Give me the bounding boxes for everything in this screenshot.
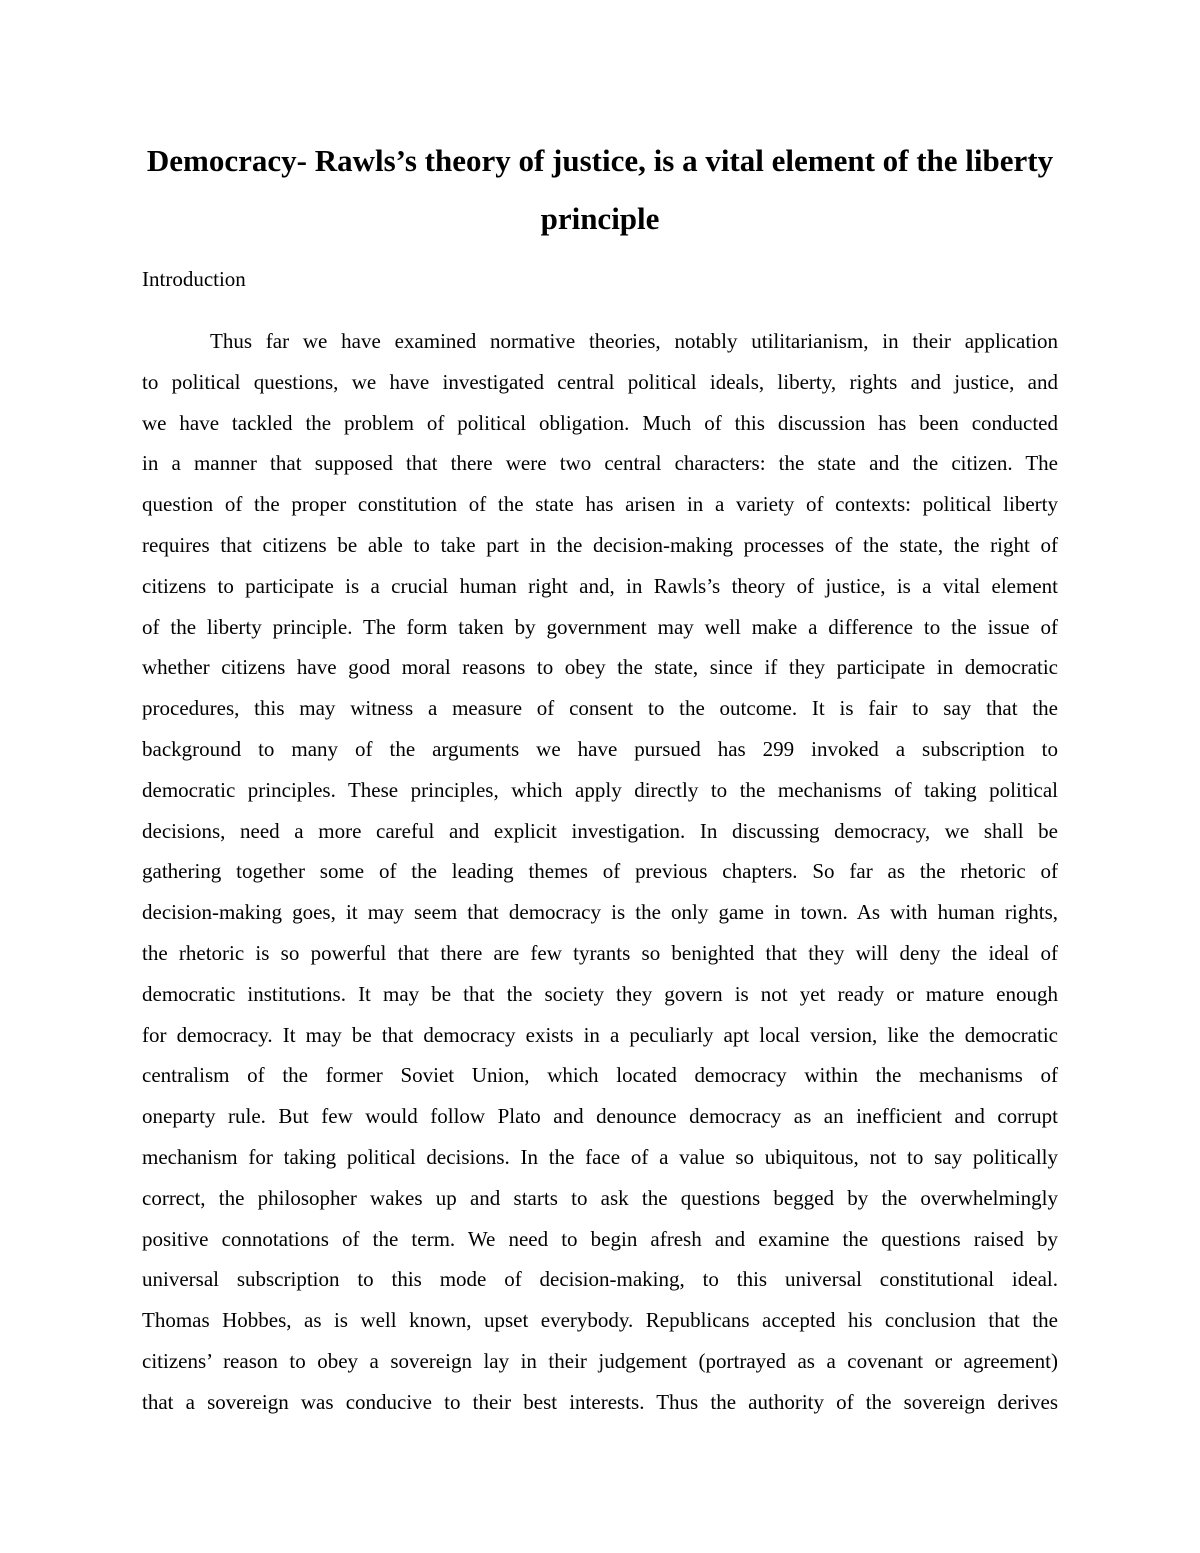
paragraph-line: mechanism for taking political decisions. In the face of a value so ubiquitous, not to say politically (142, 1144, 1058, 1169)
paragraph-line: correct, the philosopher wakes up and starts to ask the questions begged by the overwhelmingly (142, 1185, 1058, 1210)
title-line-1: Democracy- Rawls’s theory of justice, is a vital element of the liberty (146, 143, 1054, 178)
body-paragraph (142, 321, 1058, 1423)
paragraph-line: we have tackled the problem of political obligation. Much of this discussion has been conducted (142, 410, 1058, 435)
paragraph-line: whether citizens have good moral reasons to obey the state, since if they participate in democratic (142, 655, 1058, 680)
paragraph-line: procedures, this may witness a measure of consent to the outcome. It is fair to say that the (142, 696, 1058, 721)
paragraph-line: for democracy. It may be that democracy exists in a peculiarly apt local version, like the democratic (142, 1022, 1058, 1047)
paragraph-line: oneparty rule. But few would follow Plato and denounce democracy as an inefficient and corrupt (142, 1104, 1058, 1129)
paragraph-line: in a manner that supposed that there were two central characters: the state and the citizen. The (142, 451, 1058, 476)
section-heading: Introduction (142, 267, 246, 291)
paragraph-line: centralism of the former Soviet Union, which located democracy within the mechanisms of (142, 1063, 1058, 1088)
paragraph-line: citizens’ reason to obey a sovereign lay in their judgement (portrayed as a covenant or agreement) (142, 1348, 1058, 1373)
paragraph-line: background to many of the arguments we have pursued has 299 invoked a subscription to (142, 736, 1058, 761)
paragraph-line: citizens to participate is a crucial human right and, in Rawls’s theory of justice, is a vital element (142, 573, 1058, 598)
paragraph-line: to political questions, we have investigated central political ideals, liberty, rights and justice, and (142, 369, 1058, 394)
paragraph-line: positive connotations of the term. We need to begin afresh and examine the questions raised by (142, 1226, 1058, 1251)
paragraph-line: Thus far we have examined normative theories, notably utilitarianism, in their application (210, 329, 1058, 353)
paragraph-line: democratic institutions. It may be that the society they govern is not yet ready or mature enough (142, 981, 1058, 1006)
paragraph-line: universal subscription to this mode of decision-making, to this universal constitutional ideal. (142, 1267, 1058, 1292)
paragraph-line: question of the proper constitution of the state has arisen in a variety of contexts: political liberty (142, 492, 1058, 517)
paragraph-line: requires that citizens be able to take part in the decision-making processes of the state, the right of (142, 532, 1058, 557)
title-line-2: principle (540, 201, 660, 236)
paragraph-line: of the liberty principle. The form taken by government may well make a difference to the issue of (142, 614, 1058, 639)
paragraph-line: decision-making goes, it may seem that democracy is the only game in town. As with human rights, (142, 900, 1058, 925)
document-title (110, 132, 1090, 248)
paragraph-line: democratic principles. These principles, which apply directly to the mechanisms of taking political (142, 777, 1058, 802)
paragraph-line: that a sovereign was conducive to their best interests. Thus the authority of the sovereign derives (142, 1389, 1058, 1414)
paragraph-line: decisions, need a more careful and explicit investigation. In discussing democracy, we shall be (142, 818, 1058, 843)
paragraph-line: gathering together some of the leading themes of previous chapters. So far as the rhetoric of (142, 859, 1058, 884)
paragraph-line: Thomas Hobbes, as is well known, upset everybody. Republicans accepted his conclusion that the (142, 1308, 1058, 1333)
paragraph-line: the rhetoric is so powerful that there are few tyrants so benighted that they will deny the ideal of (142, 940, 1058, 965)
